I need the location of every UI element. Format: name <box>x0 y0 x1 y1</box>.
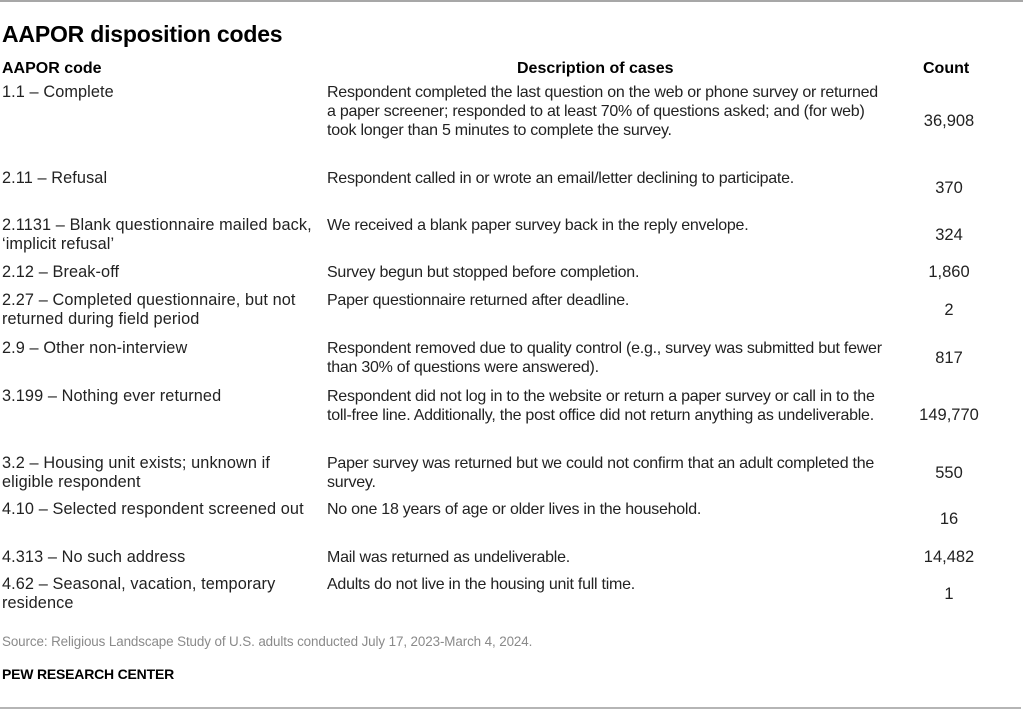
column-header-code: AAPOR code <box>2 60 102 77</box>
row-count: 2 <box>944 301 954 319</box>
table-header-row <box>2 58 1002 82</box>
row-count: 817 <box>935 349 963 367</box>
brand-logo-text: PEW RESEARCH CENTER <box>2 666 174 682</box>
row-count: 1 <box>944 585 954 603</box>
row-code: 3.199 – Nothing ever returned <box>2 387 222 405</box>
row-description: Respondent did not log in to the website or return a paper survey or call in to the toll-free line. Additionally, the post office did not return anything as undeliverable. <box>327 388 875 424</box>
row-count: 149,770 <box>919 406 979 424</box>
row-code: 1.1 – Complete <box>2 83 114 101</box>
row-code: 2.12 – Break-off <box>2 263 120 281</box>
disposition-table <box>2 58 1002 612</box>
row-description: We received a blank paper survey back in the reply envelope. <box>327 217 749 234</box>
row-code: 4.62 – Seasonal, vacation, temporary residence <box>2 575 276 612</box>
row-code: 2.1131 – Blank questionnaire mailed back, ‘implicit refusal’ <box>2 216 312 253</box>
row-code: 2.27 – Completed questionnaire, but not returned during field period <box>2 291 296 328</box>
row-count: 1,860 <box>928 263 970 281</box>
row-code: 2.9 – Other non-interview <box>2 339 188 357</box>
row-description: Mail was returned as undeliverable. <box>327 549 570 566</box>
page-title: AAPOR disposition codes <box>2 21 283 47</box>
row-code: 4.313 – No such address <box>2 548 186 566</box>
column-header-count: Count <box>923 60 970 77</box>
row-description: Paper questionnaire returned after deadline. <box>327 292 630 309</box>
row-code: 3.2 – Housing unit exists; unknown if eligible respondent <box>2 454 270 491</box>
row-count: 324 <box>935 226 963 244</box>
row-description: Adults do not live in the housing unit full time. <box>327 576 635 593</box>
column-header-description: Description of cases <box>517 60 674 77</box>
row-description: Survey begun but stopped before completion. <box>327 264 640 281</box>
row-description: Paper survey was returned but we could not confirm that an adult completed the survey. <box>327 455 875 491</box>
source-note: Source: Religious Landscape Study of U.S. adults conducted July 17, 2023-March 4, 2024. <box>2 634 533 649</box>
row-description: Respondent called in or wrote an email/letter declining to participate. <box>327 170 794 187</box>
row-code: 4.10 – Selected respondent screened out <box>2 500 304 518</box>
row-count: 370 <box>935 179 963 197</box>
row-count: 36,908 <box>923 112 975 130</box>
row-code: 2.11 – Refusal <box>2 169 108 187</box>
row-count: 16 <box>939 510 959 528</box>
top-divider <box>0 0 1023 2</box>
row-description: No one 18 years of age or older lives in the household. <box>327 501 702 518</box>
row-description: Respondent removed due to quality control (e.g., survey was submitted but fewer than 30% of questions were answered). <box>327 340 882 376</box>
row-description: Respondent completed the last question on the web or phone survey or returned a paper screener; responded to at least 70% of questions asked; and (for web) took longer than 5 minutes to complete the survey. <box>327 84 878 139</box>
row-count: 550 <box>935 464 963 482</box>
bottom-divider <box>0 707 1021 709</box>
row-count: 14,482 <box>923 548 975 566</box>
